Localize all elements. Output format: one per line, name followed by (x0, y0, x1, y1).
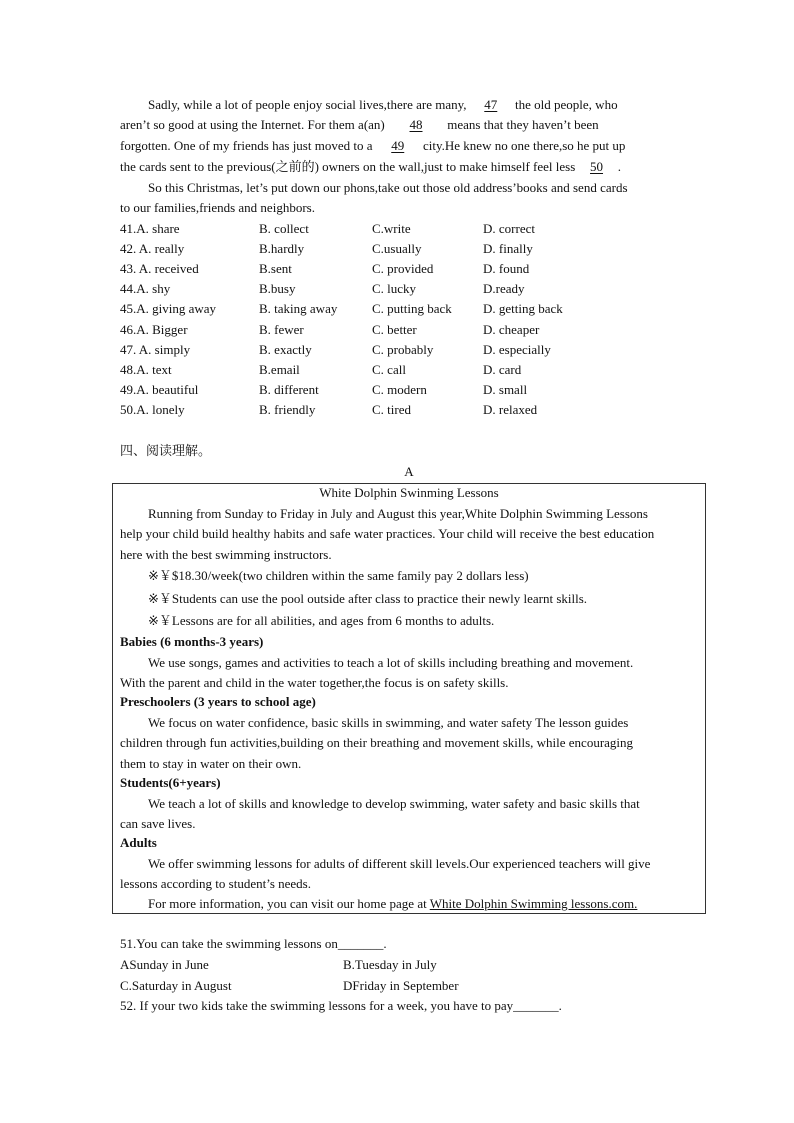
option-c: C. probably (372, 341, 434, 357)
passage-text: forgotten. One of my friends has just moved to a (120, 138, 373, 153)
option-a: 45.A. giving away (120, 301, 217, 317)
option-d: D. getting back (483, 301, 563, 317)
option-b: B.sent (259, 261, 292, 277)
blank-50: 50 (590, 159, 604, 174)
question-51-option-d: DFriday in September (343, 978, 459, 993)
ad-text: them to stay in water on their own. (120, 756, 302, 771)
option-d: D. cheaper (483, 321, 540, 337)
option-c: C. call (372, 361, 406, 377)
ad-heading-preschoolers: Preschoolers (3 years to school age) (120, 694, 316, 709)
question-51-option-b: B.Tuesday in July (343, 957, 437, 972)
ad-heading-babies: Babies (6 months-3 years) (120, 634, 264, 649)
ad-intro-line: Running from Sunday to Friday in July and August this year,White Dolphin Swimming Lessons (148, 506, 648, 521)
option-c: C.write (372, 221, 411, 236)
option-a: 49.A. beautiful (120, 381, 199, 397)
option-b: B. friendly (259, 401, 316, 417)
ad-text: children through fun activities,building on their breathing and movement skills, while encouraging (120, 735, 634, 750)
ad-text: We offer swimming lessons for adults of different skill levels.Our experienced teachers will give (148, 856, 651, 871)
passage-line-1 (148, 97, 618, 113)
passage-text: the old people, who (515, 97, 618, 112)
option-c: C. tired (372, 401, 411, 417)
ad-text: We focus on water confidence, basic skills in swimming, and water safety The lesson guides (148, 715, 629, 730)
option-c: C. modern (372, 381, 427, 397)
ad-text: With the parent and child in the water together,the focus is on safety skills. (120, 675, 509, 690)
question-51: 51.You can take the swimming lessons on_______. (120, 936, 387, 951)
ad-text: We teach a lot of skills and knowledge to develop swimming, water safety and basic skills that (148, 796, 640, 811)
option-b: B.busy (259, 281, 296, 297)
option-b: B. different (259, 381, 319, 397)
passage-text: aren’t so good at using the Internet. For them a(an) (120, 117, 385, 132)
passage-text: the cards sent to the previous(之前的) owners on the wall,just to make himself feel less (120, 159, 576, 174)
passage-line-5: So this Christmas, let’s put down our phons,take out those old address’books and send cards (148, 180, 628, 195)
option-b: B. exactly (259, 341, 312, 357)
ad-more-info (148, 896, 637, 912)
ad-title: White Dolphin Swinming Lessons (319, 485, 499, 500)
ad-bullet: ※￥Lessons are for all abilities, and ages from 6 months to adults. (148, 613, 495, 628)
section-letter: A (404, 464, 414, 479)
question-51-option-a: ASunday in June (120, 957, 209, 972)
option-a: 50.A. lonely (120, 401, 185, 417)
ad-heading-adults: Adults (120, 835, 157, 850)
blank-48: 48 (409, 117, 423, 132)
passage-text: city.He knew no one there,so he put up (423, 138, 626, 153)
passage-line-4 (120, 159, 621, 175)
option-d: D. relaxed (483, 401, 538, 417)
passage-text: . (617, 159, 622, 174)
option-b: B.hardly (259, 241, 305, 257)
option-a: 46.A. Bigger (120, 321, 188, 337)
option-b: B. taking away (259, 301, 338, 317)
option-a: 47. A. simply (120, 341, 191, 357)
option-d: D. found (483, 261, 530, 277)
ad-text: lessons according to student’s needs. (120, 876, 311, 891)
option-a: 44.A. shy (120, 281, 171, 297)
option-a: 42. A. really (120, 241, 185, 257)
option-b: B. fewer (259, 321, 304, 337)
blank-49: 49 (391, 138, 405, 153)
option-d: D. correct (483, 221, 535, 236)
ad-intro-line: help your child build healthy habits and safe water practices. Your child will receive the best education (120, 526, 655, 541)
option-c: C. lucky (372, 281, 417, 297)
passage-line-6: to our families,friends and neighbors. (120, 200, 315, 215)
passage-text: means that they haven’t been (447, 117, 599, 132)
option-b: B. collect (259, 221, 309, 236)
ad-bullet: ※￥Students can use the pool outside after class to practice their newly learnt skills. (148, 591, 588, 606)
ad-bullet: ※￥$18.30/week(two children within the same family pay 2 dollars less) (148, 568, 529, 583)
option-d: D. small (483, 381, 528, 397)
option-b: B.email (259, 361, 300, 377)
section-heading: 四、阅读理解。 (120, 443, 212, 458)
option-c: C.usually (372, 241, 422, 257)
option-d: D. especially (483, 341, 551, 357)
homepage-link[interactable]: White Dolphin Swimming lessons.com. (429, 896, 638, 911)
option-c: C. better (372, 321, 417, 337)
passage-line-2 (120, 117, 599, 133)
option-d: D. card (483, 361, 522, 377)
ad-text: can save lives. (120, 816, 196, 831)
ad-text: For more information, you can visit our home page at (148, 896, 427, 911)
passage-line-3 (120, 138, 625, 154)
option-c: C. provided (372, 261, 434, 277)
option-a: 48.A. text (120, 361, 172, 377)
option-d: D. finally (483, 241, 533, 257)
question-52: 52. If your two kids take the swimming lessons for a week, you have to pay_______. (120, 998, 562, 1013)
option-a: 43. A. received (120, 261, 199, 277)
ad-heading-students: Students(6+years) (120, 775, 221, 790)
blank-47: 47 (484, 97, 498, 112)
question-51-option-c: C.Saturday in August (120, 978, 232, 993)
option-d: D.ready (483, 281, 525, 297)
passage-text: Sadly, while a lot of people enjoy social lives,there are many, (148, 97, 467, 112)
ad-intro-line: here with the best swimming instructors. (120, 547, 332, 562)
option-c: C. putting back (372, 301, 452, 317)
option-a: 41.A. share (120, 221, 180, 236)
ad-text: We use songs, games and activities to teach a lot of skills including breathing and movement. (148, 655, 634, 670)
